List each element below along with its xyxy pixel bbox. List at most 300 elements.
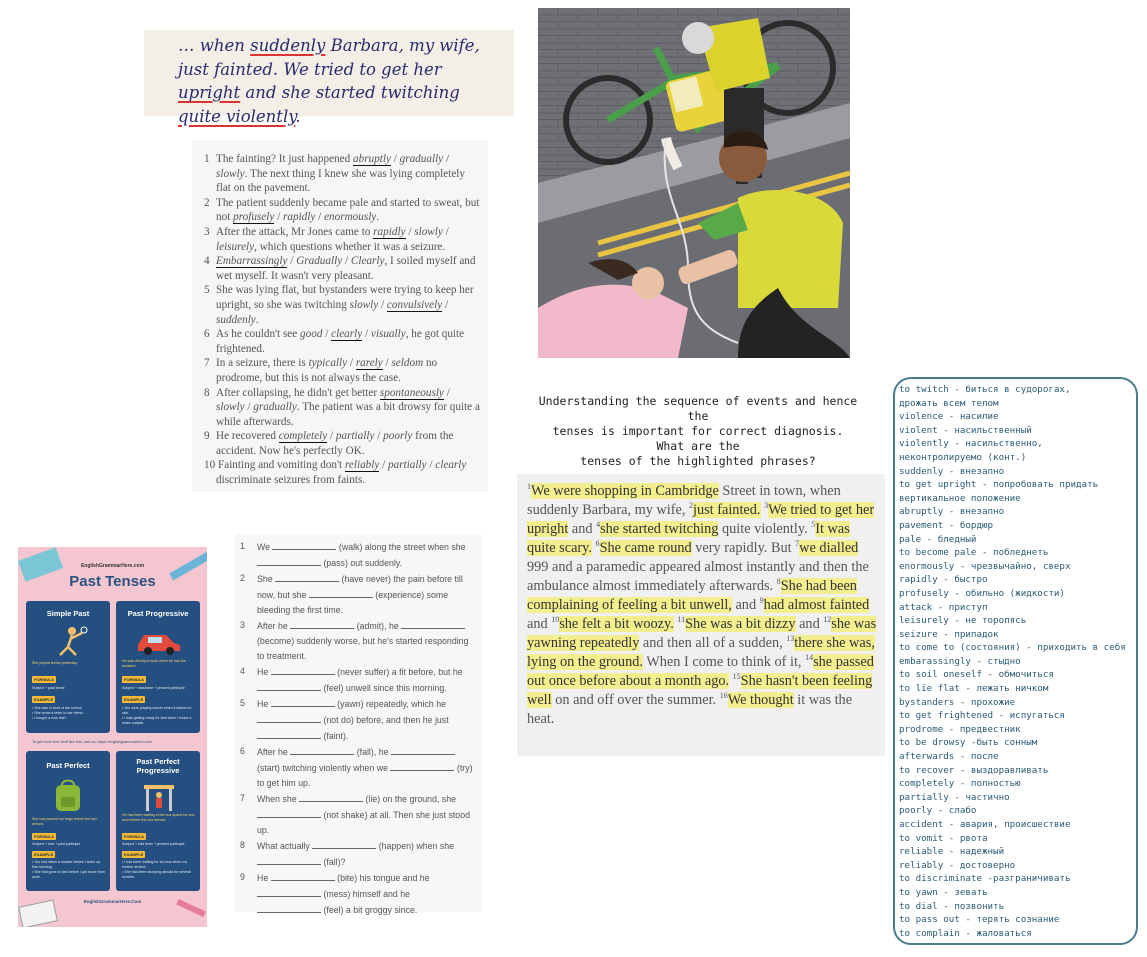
sentence-number: 15 [732, 672, 741, 682]
vocab-line: to come to (состояния) - приходить в себя [899, 642, 1126, 654]
item-text-part: What actually [257, 841, 313, 851]
paramedic-scene [538, 8, 850, 358]
vocab-line: to get frightened - испугаться [899, 710, 1065, 722]
answer-blank[interactable] [312, 838, 376, 849]
fill-item [240, 696, 474, 744]
quote-underlined: upright [178, 83, 241, 102]
item-text-part: After he [257, 621, 291, 631]
quote-part: and she started twitching [240, 83, 460, 102]
highlighted-phrase: We thought [727, 692, 794, 708]
item-text-part: (try) to get him up. [257, 763, 473, 788]
option: gradually [253, 401, 297, 414]
vocab-line: to complain - жаловаться [899, 927, 1032, 939]
exercise-item [204, 196, 480, 225]
vocab-line: reliably - достоверно [899, 859, 1016, 871]
vocab-line: suddenly - внезапно [899, 465, 1005, 477]
item-number: 9 [204, 430, 210, 443]
poster-title: Past Tenses [69, 573, 156, 590]
item-text-part: / [378, 298, 387, 311]
item-text-part: (faint). [321, 731, 349, 741]
item-text [216, 328, 464, 355]
vocab-line: embarassingly - стыдно [899, 655, 1021, 667]
item-number: 7 [240, 793, 245, 803]
option: slowly [414, 225, 443, 238]
sentence-number: 7 [795, 539, 800, 549]
adverb-exercise [192, 140, 488, 492]
exercise-item [204, 327, 480, 356]
example-line: • You were playing soccer when it started to rain. [122, 706, 192, 715]
vocab-line: leisurely - не торопясь [899, 615, 1027, 627]
chosen-option: abruptly [353, 153, 391, 165]
option: partially [335, 430, 375, 443]
item-text-part: / [287, 255, 297, 268]
box-formula-label: FORMULA [124, 834, 144, 839]
story-text: Street in town, when suddenly Barbara, my wife, [527, 483, 841, 518]
box-formula-label: FORMULA [124, 677, 144, 682]
poster-footer: EnglishGrammarHere.Com [83, 899, 142, 904]
box-formula: Subject + past tense [32, 686, 65, 690]
option: poorly [383, 430, 413, 443]
highlighted-phrase: She came round [599, 540, 692, 556]
example-line: • I was getting ready for bed when I heard a noise outside. [122, 716, 192, 725]
car-icon [134, 627, 182, 655]
story-text: very rapidly. But [691, 540, 796, 556]
sentence-number: 10 [551, 615, 560, 625]
chosen-option: rarely [355, 357, 383, 370]
chosen-option: clearly [331, 328, 363, 341]
highlighted-phrase: she started twitching [600, 521, 719, 537]
item-number: 1 [240, 541, 245, 551]
exercise-item [204, 254, 480, 283]
box-example-label: EXAMPLE [34, 852, 54, 857]
answer-blank[interactable] [275, 571, 339, 582]
item-number: 1 [204, 153, 210, 165]
box-example-label: EXAMPLE [124, 697, 144, 702]
example-line: • I bought a new shirt. [32, 716, 67, 720]
box-example-list [32, 706, 106, 721]
vocab-line: дрожать всем телом [899, 397, 999, 409]
option: slowly [216, 167, 245, 180]
item-text-part: We [257, 542, 273, 552]
item-text-part: (happen) when she [376, 841, 455, 851]
example-line: • I had been waiting for an hour when my brother arrived. [122, 860, 188, 869]
bus-stop-icon [142, 779, 176, 811]
item-number: 2 [204, 196, 210, 209]
item-text-part: / [347, 357, 356, 370]
item-text [216, 430, 453, 457]
option: partially [388, 459, 427, 472]
item-text [216, 153, 465, 194]
item-text-part: She [257, 574, 276, 584]
item-text-part: / [442, 298, 449, 311]
paramedic-illustration [538, 8, 850, 358]
item-text-part: / [374, 430, 384, 443]
poster-site: EnglishGrammarHere.com [80, 563, 145, 569]
quote-part: … when [178, 36, 251, 55]
story-text: and [568, 521, 597, 537]
item-text-part: The fainting? It just happened [216, 153, 354, 165]
sentence-number: 16 [719, 691, 728, 701]
item-number: 5 [240, 698, 245, 708]
item-text-part: After the attack, Mr Jones came to [216, 225, 374, 238]
item-text-part: / [405, 225, 415, 238]
item-number: 9 [240, 872, 245, 882]
sentence-number: 13 [786, 634, 795, 644]
chosen-option: Embarrassingly [216, 255, 288, 268]
box-example-list [32, 860, 106, 880]
item-number: 10 [204, 459, 216, 472]
story-text: and then all of a sudden, [639, 635, 787, 651]
option: clearly [435, 459, 467, 472]
vocab-line: profusely - обильно (жидкости) [899, 587, 1065, 599]
item-text-part: / [274, 211, 284, 224]
quote-underlined: quite violently [178, 106, 296, 126]
example-line: • You had taken a shower before I woke up this morning. [32, 860, 101, 869]
box-formula: Subject + had been + present participle [122, 842, 185, 846]
answer-blank[interactable] [390, 760, 454, 771]
fill-item [240, 664, 474, 696]
item-text-part: / [390, 153, 400, 165]
box-formula: Subject + had + past participle [32, 842, 81, 846]
vocab-line: to recover - выздоравливать [899, 764, 1049, 776]
chosen-option: completely [278, 430, 328, 443]
item-text [216, 387, 480, 428]
item-text-part: (never suffer) a fit before, but he [334, 667, 463, 677]
vocab-line: partially - частично [899, 791, 1010, 803]
answer-blank[interactable] [257, 807, 321, 818]
past-tenses-poster [18, 547, 207, 927]
box-formula-label: FORMULA [34, 677, 54, 682]
highlighted-phrase: she felt a bit woozy. [559, 616, 674, 632]
box-formula: Subject + was/were + present participle [122, 686, 185, 690]
item-text-part: , which questions whether it was a seizure. [254, 240, 446, 253]
simple-past-box [26, 601, 110, 733]
answer-blank[interactable] [272, 539, 336, 550]
item-text-part: from the accident. Now he's perfectly OK. [216, 430, 454, 457]
vocab-line: to vomit - рвота [899, 832, 988, 844]
vocab-line: abruptly - внезапно [899, 506, 1005, 518]
option: suddenly [216, 313, 256, 326]
option: enormously [324, 211, 377, 224]
item-text-part: / [443, 153, 450, 165]
vocab-line: pale - бледный [899, 533, 977, 545]
backpack-icon [50, 777, 86, 813]
answer-blank[interactable] [257, 728, 321, 739]
sentence-number: 1 [527, 482, 531, 492]
vocab-line: неконтролируемо (конт.) [899, 451, 1027, 463]
answer-blank[interactable] [257, 712, 321, 723]
question-line: What are the [656, 439, 740, 453]
exercise-item [204, 225, 480, 254]
item-text-part: / [379, 459, 389, 472]
option: Gradually [296, 255, 343, 268]
answer-blank[interactable] [299, 791, 363, 802]
item-text-part: no prodrome, but this is not always the case. [216, 357, 438, 384]
vocab-line: poorly - слабо [899, 805, 977, 817]
answer-blank[interactable] [290, 618, 354, 629]
option: good [300, 328, 323, 341]
highlighted-phrase: She had been complaining of feeling a bit unwell, [527, 578, 857, 613]
item-number: 7 [204, 357, 210, 370]
chosen-option: convulsively [386, 298, 443, 311]
vocab-line: afterwards - после [899, 751, 999, 763]
sentence-number: 8 [776, 577, 781, 587]
highlighted-phrase: We were shopping in Cambridge [531, 483, 719, 499]
item-text-part: (walk) along the street when she [336, 542, 466, 552]
answer-blank[interactable] [257, 902, 321, 913]
example-line: • She had gone to bed before I got home from work. [32, 870, 105, 879]
box-example-list [122, 706, 196, 726]
quote-box [144, 30, 514, 126]
item-text-part: (bite) his tongue and he [334, 873, 430, 883]
quote-text [144, 30, 514, 128]
story-text: on and off over the summer. [551, 692, 720, 708]
fill-item [240, 791, 474, 838]
option: typically [308, 357, 348, 370]
vocab-line: prodrome - предвестник [899, 723, 1021, 735]
vocab-line: to lie flat - лежать ничком [899, 683, 1049, 695]
fill-item [240, 571, 474, 618]
item-text [216, 226, 449, 253]
item-number: 6 [204, 328, 210, 341]
item-text-part: / [315, 211, 325, 224]
past-perfect-progressive-box [116, 751, 200, 891]
item-text-part: He [257, 667, 271, 677]
item-text-part: (admit), he [354, 621, 402, 631]
sentence-number: 5 [811, 520, 816, 530]
highlighted-phrase: she was yawning repeatedly [527, 616, 877, 651]
exercise-item [204, 458, 480, 487]
item-number: 3 [204, 225, 210, 238]
vocab-line: to be drowsy -быть сонным [899, 737, 1038, 749]
option: seldom [391, 357, 424, 370]
sentence-number: 9 [759, 596, 764, 606]
sentence-number: 14 [805, 653, 814, 663]
answer-blank[interactable] [257, 854, 321, 865]
vocab-line: violence - насилие [899, 411, 999, 423]
highlighted-phrase: just fainted. [693, 502, 761, 518]
tennis-player-icon [48, 625, 88, 657]
box-title: Past Perfect Progressive [136, 757, 180, 775]
item-text-part: / [362, 328, 371, 341]
question-line: tenses is important for correct diagnosis. [552, 424, 844, 438]
story-text: and [731, 597, 760, 613]
answer-blank[interactable] [290, 744, 354, 755]
vocab-line: seizure - припадок [899, 628, 999, 640]
option: slowly [216, 401, 245, 414]
item-number: 8 [240, 840, 245, 850]
box-title: Simple Past [46, 609, 90, 618]
box-title: Past Progressive [127, 609, 189, 618]
fill-item [240, 618, 474, 664]
item-text-part: . [376, 211, 380, 224]
vocab-line: вертикальное положение [899, 492, 1021, 504]
fill-item [240, 870, 474, 918]
answer-blank[interactable] [271, 696, 335, 707]
option: visually [370, 328, 406, 341]
chosen-option: spontaneously [379, 386, 444, 399]
vocab-line: pavement - бордюр [899, 519, 994, 531]
item-text-part: / [342, 255, 351, 268]
item-text-part: (become) suddenly worse, but he's started responding to treatment. [257, 636, 469, 661]
answer-blank[interactable] [271, 870, 335, 881]
item-text [216, 357, 437, 384]
chosen-option: rapidly [373, 225, 406, 238]
box-formula-label: FORMULA [34, 834, 54, 839]
question-line: Understanding the sequence of events and hence the [538, 394, 858, 423]
vocab-line: reliable - надежный [899, 846, 1005, 858]
highlighted-phrase: We tried to get her upright [527, 502, 875, 537]
item-text-part: / [426, 459, 436, 472]
vocab-line: bystanders - прохожие [899, 696, 1016, 708]
option: gradually [399, 153, 444, 165]
item-text-part: (have never) the pain before till now, but she [257, 574, 463, 600]
highlighted-phrase: she passed out once before about a month ago. [527, 654, 874, 689]
highlighted-phrase: It was quite scary. [527, 521, 850, 556]
vocab-line: to discriminate -разграничивать [899, 873, 1071, 885]
item-number: 3 [240, 620, 245, 630]
quote-part: . [295, 106, 301, 126]
question-text [530, 394, 866, 469]
example-line: • She had been studying abroad for several months. [122, 870, 191, 879]
option: rapidly [283, 211, 316, 224]
item-text-part: After he [257, 747, 291, 757]
item-text-part: She was lying flat, but bystanders were trying to keep her upright, so she was twitching [216, 284, 474, 311]
box-title: Past Perfect [46, 761, 90, 770]
item-text [216, 459, 466, 486]
item-text-part: / [322, 328, 332, 341]
past-progressive-box [116, 601, 200, 733]
question-line: tenses of the highlighted phrases? [580, 454, 816, 468]
option: Clearly [350, 255, 385, 268]
story-text: and [795, 616, 824, 632]
answer-blank[interactable] [257, 680, 321, 691]
exercise-item [204, 356, 480, 385]
vocab-line: violent - насильственный [899, 424, 1032, 436]
item-text-part: / [382, 357, 392, 370]
item-text-part: Fainting and vomiting don't [218, 459, 345, 472]
sentence-number: 11 [677, 615, 686, 625]
sentence-number: 3 [764, 501, 769, 511]
item-text-part: (feel) unwell since this morning. [321, 683, 447, 693]
highlighted-phrase: She hasn't been feeling well [527, 673, 873, 708]
highlighted-phrase: there she was, lying on the ground. [527, 635, 875, 670]
item-text-part: (feel) a bit groggy since. [321, 905, 418, 915]
answer-blank[interactable] [391, 744, 455, 755]
vocab-line: enormously - чрезвычайно, сверх [899, 560, 1071, 572]
item-text-part: After collapsing, he didn't get better [216, 386, 380, 399]
item-number: 4 [240, 666, 245, 676]
sentence-number: 4 [596, 520, 601, 530]
item-text-part: / [244, 401, 254, 414]
past-perfect-box [26, 751, 110, 891]
vocab-line: to pass out - терять сознание [899, 914, 1060, 926]
vocab-line: completely - полностью [899, 778, 1021, 790]
item-text-part: (yawn) repeatedly, which he [334, 699, 447, 709]
example-line: • She wrote a letter to her friend. [32, 711, 84, 715]
fill-item [240, 838, 474, 870]
answer-blank[interactable] [257, 555, 321, 566]
item-text-part: (mess) himself and he [321, 889, 410, 899]
vocab-line: to become pale - побледнеть [899, 547, 1049, 559]
exercise-item [204, 429, 480, 458]
item-number: 8 [204, 386, 210, 399]
item-text-part: He recovered [216, 430, 279, 443]
vocab-line: to get upright - попробовать придать [899, 479, 1099, 491]
item-text [216, 197, 479, 225]
answer-blank[interactable] [401, 618, 465, 629]
exercise-item [204, 386, 480, 430]
sentence-number: 12 [823, 615, 832, 625]
item-text [216, 255, 476, 282]
sentence-number: 2 [689, 501, 693, 511]
story-text: it was the heat. [527, 692, 853, 727]
quote-part: Barbara, my wife, just fainted. We tried to get her [178, 36, 480, 79]
item-text-part: / [327, 430, 336, 443]
chosen-option: reliably [344, 459, 380, 472]
answer-blank[interactable] [271, 664, 335, 675]
item-text-part: (pass) out suddenly. [321, 558, 403, 568]
story-text: 999 and a paramedic appeared almost instantly and then the ambulance almost immediately afterwards. [527, 559, 869, 594]
item-text-part: He [257, 873, 271, 883]
item-text-part: As he couldn't see [216, 328, 301, 341]
tense-fill-exercise [235, 534, 482, 915]
item-text-part: (not shake) at all. Then she just stood up. [257, 810, 470, 835]
vocab-line: accident - авария, происшествие [899, 819, 1071, 830]
item-text-part: . [255, 313, 259, 326]
item-text-part: When she [257, 794, 300, 804]
box-example: She played tennis yesterday. [32, 661, 78, 665]
answer-blank[interactable] [309, 587, 373, 598]
chosen-option: profusely [233, 211, 275, 224]
box-example-list [122, 860, 196, 880]
story-passage [517, 474, 885, 756]
vocab-line: to twitch - биться в судорогах, [899, 384, 1071, 395]
item-number: 2 [240, 573, 245, 583]
vocab-line: rapidly - быстро [899, 574, 988, 586]
box-example: He was driving to work when he had the accident. [122, 659, 186, 668]
story-text: quite violently. [718, 521, 812, 537]
item-text-part: (start) twitching violently when we [257, 763, 391, 773]
item-text-part: discriminate seizures from faints. [216, 474, 366, 487]
box-example-label: EXAMPLE [124, 852, 144, 857]
box-example: He had been waiting in the bus queue for one hour before the bus arrived. [122, 813, 195, 822]
box-example: She had packed our bags before the taxi arrived. [32, 817, 97, 826]
item-text-part: / [442, 225, 449, 238]
item-text-part: He [257, 699, 271, 709]
vocabulary-list [893, 377, 1138, 945]
option: slowly [349, 298, 379, 311]
vocab-line: to dial - позвонить [899, 900, 1005, 912]
exercise-item [204, 283, 480, 327]
sentence-number: 6 [595, 539, 600, 549]
answer-blank[interactable] [257, 886, 321, 897]
item-text [216, 284, 474, 325]
item-text-part: The patient suddenly became pale and started to sweat, but not [216, 196, 480, 224]
story-text: When I come to think of it, [642, 654, 806, 670]
item-text-part: (fall)? [321, 857, 346, 867]
item-text-part: . The patient was a bit drowsy for quite a while afterwards. [216, 401, 480, 428]
item-text-part: (lie) on the ground, she [363, 794, 456, 804]
box-example-label: EXAMPLE [34, 697, 54, 702]
exercise-item [204, 152, 480, 196]
highlighted-phrase: had almost fainted [763, 597, 870, 613]
example-line: • She was in front of the school. [32, 706, 83, 710]
item-text-part: (not do) before, and then he just [321, 715, 449, 725]
vocab-line: violently - насильственно, [899, 438, 1043, 450]
item-text-part: . The next thing I knew she was lying completely flat on the pavement. [216, 167, 465, 195]
fill-item [240, 744, 474, 791]
